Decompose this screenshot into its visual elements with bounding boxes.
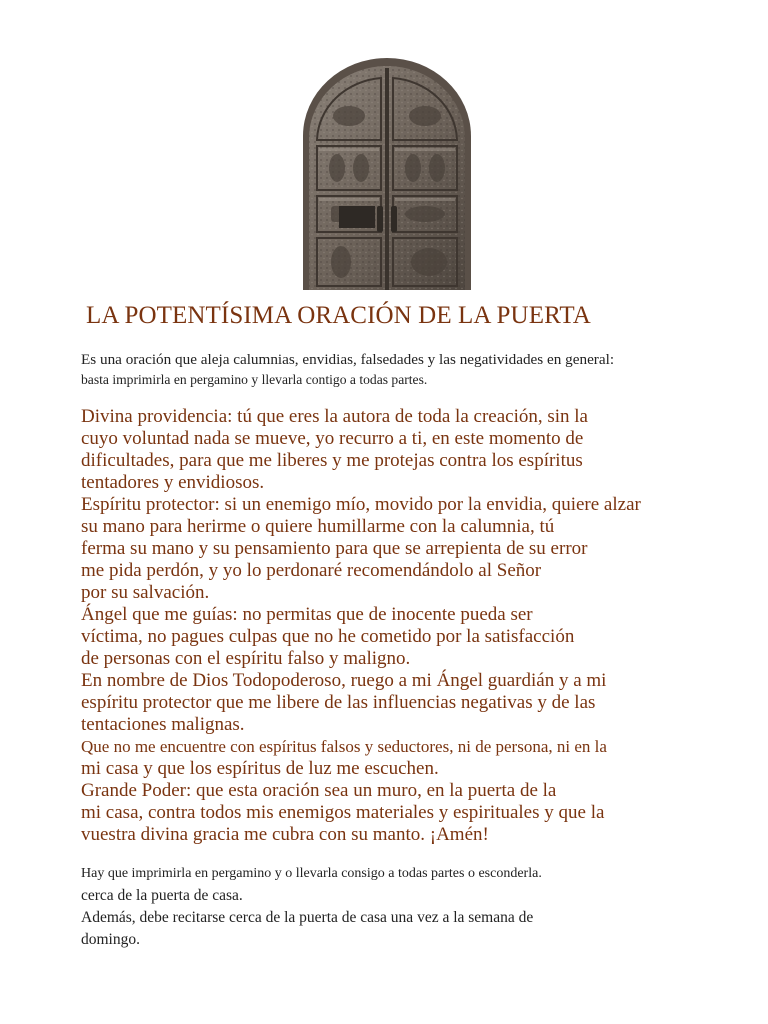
page-title: LA POTENTÍSIMA ORACIÓN DE LA PUERTA xyxy=(86,302,591,329)
prayer-line: En nombre de Dios Todopoderoso, ruego a mi Ángel guardián y a mi xyxy=(81,670,607,691)
prayer-line: dificultades, para que me liberes y me protejas contra los espíritus xyxy=(81,450,583,471)
prayer-line: tentaciones malignas. xyxy=(81,714,245,735)
prayer-line: tentadores y envidiosos. xyxy=(81,472,265,493)
prayer-line: víctima, no pagues culpas que no he cometido por la satisfacción xyxy=(81,626,575,647)
prayer-line: espíritu protector que me libere de las influencias negativas y de las xyxy=(81,692,596,713)
prayer-line: mi casa y que los espíritus de luz me escuchen. xyxy=(81,758,439,779)
door-illustration xyxy=(301,56,473,290)
prayer-text xyxy=(81,406,741,846)
prayer-line: ferma su mano y su pensamiento para que se arrepienta de su error xyxy=(81,538,588,559)
footer-line: Además, debe recitarse cerca de la puerta de casa una vez a la semana de xyxy=(81,909,534,926)
prayer-line: Espíritu protector: si un enemigo mío, movido por la envidia, quiere alzar xyxy=(81,494,641,515)
prayer-line: por su salvación. xyxy=(81,582,210,603)
prayer-line: vuestra divina gracia me cubra con su manto. ¡Amén! xyxy=(81,824,489,845)
footer-instructions xyxy=(81,863,761,951)
arched-carved-door-icon xyxy=(301,56,473,290)
prayer-line: Que no me encuentre con espíritus falsos y seductores, ni de persona, ni en la xyxy=(81,737,607,756)
footer-line: cerca de la puerta de casa. xyxy=(81,887,243,904)
prayer-line: mi casa, contra todos mis enemigos materiales y espirituales y que la xyxy=(81,802,605,823)
intro-line: Es una oración que aleja calumnias, envidias, falsedades y las negatividades en general: xyxy=(81,351,615,368)
prayer-line: Divina providencia: tú que eres la autora de toda la creación, sin la xyxy=(81,406,588,427)
intro-line: basta imprimirla en pergamino y llevarla contigo a todas partes. xyxy=(81,372,428,387)
footer-line: domingo. xyxy=(81,931,140,948)
prayer-line: cuyo voluntad nada se mueve, yo recurro a ti, en este momento de xyxy=(81,428,584,449)
prayer-line: Ángel que me guías: no permitas que de inocente pueda ser xyxy=(81,604,533,625)
prayer-line: Grande Poder: que esta oración sea un muro, en la puerta de la xyxy=(81,780,557,801)
prayer-line: me pida perdón, y yo lo perdonaré recomendándolo al Señor xyxy=(81,560,542,581)
prayer-line: de personas con el espíritu falso y maligno. xyxy=(81,648,411,669)
intro-paragraph xyxy=(81,350,761,390)
footer-line: Hay que imprimirla en pergamino y o llevarla consigo a todas partes o esconderla. xyxy=(81,866,542,881)
prayer-line: su mano para herirme o quiere humillarme con la calumnia, tú xyxy=(81,516,555,537)
